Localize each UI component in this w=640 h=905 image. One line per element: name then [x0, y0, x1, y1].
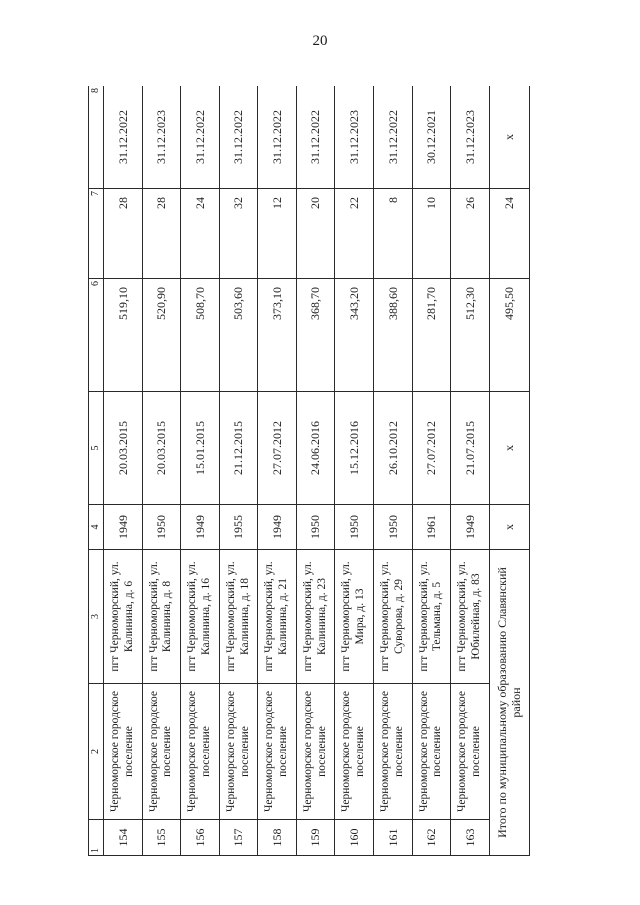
page-number: 20 [312, 33, 328, 49]
deadline-cell: 31.12.2022 [258, 86, 297, 189]
area-cell: 281,70 [412, 279, 451, 392]
address-cell: пгт Черноморский, ул. Калинина, д. 16 [181, 550, 220, 684]
column-number: 7 [89, 189, 104, 279]
row-number: 154 [104, 820, 143, 856]
total-deadline-cell: x [489, 86, 529, 189]
table-row [219, 86, 258, 856]
column-number: 1 [89, 820, 104, 856]
column-number: 8 [89, 86, 104, 189]
deadline-cell: 31.12.2023 [335, 86, 374, 189]
year-cell: 1949 [104, 505, 143, 550]
date-cell: 15.01.2015 [181, 392, 220, 505]
year-cell: 1950 [374, 505, 413, 550]
table-row [412, 86, 451, 856]
address-cell: пгт Черноморский, ул. Тельмана, д. 5 [412, 550, 451, 684]
count-cell: 22 [335, 189, 374, 279]
date-cell: 27.07.2012 [412, 392, 451, 505]
table-row [451, 86, 490, 856]
settlement-cell: Черноморское городское поселение [181, 684, 220, 820]
year-cell: 1949 [258, 505, 297, 550]
deadline-cell: 31.12.2023 [142, 86, 181, 189]
date-cell: 21.07.2015 [451, 392, 490, 505]
year-cell: 1949 [181, 505, 220, 550]
area-cell: 512,30 [451, 279, 490, 392]
deadline-cell: 31.12.2023 [451, 86, 490, 189]
count-cell: 28 [142, 189, 181, 279]
total-label: Итого по муниципальному образованию Славянский район [489, 550, 529, 856]
total-year-cell: x [489, 505, 529, 550]
row-number: 159 [296, 820, 335, 856]
row-number: 155 [142, 820, 181, 856]
address-cell: пгт Черноморский, ул. Калинина, д. 8 [142, 550, 181, 684]
count-cell: 24 [181, 189, 220, 279]
total-row [489, 86, 529, 856]
address-cell: пгт Черноморский, ул. Мира, д. 13 [335, 550, 374, 684]
address-cell: пгт Черноморский, ул. Калинина, д. 18 [219, 550, 258, 684]
total-count-cell: 24 [489, 189, 529, 279]
area-cell: 508,70 [181, 279, 220, 392]
row-number: 163 [451, 820, 490, 856]
table-row [374, 86, 413, 856]
column-number: 6 [89, 279, 104, 392]
year-cell: 1961 [412, 505, 451, 550]
count-cell: 12 [258, 189, 297, 279]
area-cell: 343,20 [335, 279, 374, 392]
year-cell: 1955 [219, 505, 258, 550]
deadline-cell: 31.12.2022 [104, 86, 143, 189]
address-cell: пгт Черноморский, ул. Калинина, д. 23 [296, 550, 335, 684]
area-cell: 368,70 [296, 279, 335, 392]
row-number: 157 [219, 820, 258, 856]
count-cell: 20 [296, 189, 335, 279]
housing-table [88, 86, 530, 856]
deadline-cell: 30.12.2021 [412, 86, 451, 189]
date-cell: 27.07.2012 [258, 392, 297, 505]
date-cell: 20.03.2015 [142, 392, 181, 505]
column-number: 5 [89, 392, 104, 505]
count-cell: 26 [451, 189, 490, 279]
row-number: 161 [374, 820, 413, 856]
date-cell: 21.12.2015 [219, 392, 258, 505]
year-cell: 1949 [451, 505, 490, 550]
deadline-cell: 31.12.2022 [181, 86, 220, 189]
table-row [181, 86, 220, 856]
column-number: 2 [89, 684, 104, 820]
row-number: 156 [181, 820, 220, 856]
table-row [258, 86, 297, 856]
year-cell: 1950 [296, 505, 335, 550]
deadline-cell: 31.12.2022 [219, 86, 258, 189]
row-number: 158 [258, 820, 297, 856]
year-cell: 1950 [335, 505, 374, 550]
address-cell: пгт Черноморский, ул. Юбилейная, д. 83 [451, 550, 490, 684]
table-row [296, 86, 335, 856]
settlement-cell: Черноморское городское поселение [142, 684, 181, 820]
rotated-table-frame [88, 86, 530, 856]
address-cell: пгт Черноморский, ул. Калинина, д. 6 [104, 550, 143, 684]
column-number: 4 [89, 505, 104, 550]
address-cell: пгт Черноморский, ул. Калинина, д. 21 [258, 550, 297, 684]
date-cell: 26.10.2012 [374, 392, 413, 505]
table-row [104, 86, 143, 856]
area-cell: 503,60 [219, 279, 258, 392]
column-number: 3 [89, 550, 104, 684]
deadline-cell: 31.12.2022 [296, 86, 335, 189]
settlement-cell: Черноморское городское поселение [258, 684, 297, 820]
area-cell: 520,90 [142, 279, 181, 392]
settlement-cell: Черноморское городское поселение [335, 684, 374, 820]
settlement-cell: Черноморское городское поселение [412, 684, 451, 820]
table-row [335, 86, 374, 856]
settlement-cell: Черноморское городское поселение [104, 684, 143, 820]
count-cell: 28 [104, 189, 143, 279]
count-cell: 10 [412, 189, 451, 279]
count-cell: 32 [219, 189, 258, 279]
date-cell: 24.06.2016 [296, 392, 335, 505]
year-cell: 1950 [142, 505, 181, 550]
settlement-cell: Черноморское городское поселение [219, 684, 258, 820]
settlement-cell: Черноморское городское поселение [374, 684, 413, 820]
area-cell: 388,60 [374, 279, 413, 392]
total-date-cell: x [489, 392, 529, 505]
date-cell: 15.12.2016 [335, 392, 374, 505]
table-row [142, 86, 181, 856]
count-cell: 8 [374, 189, 413, 279]
area-cell: 373,10 [258, 279, 297, 392]
deadline-cell: 31.12.2022 [374, 86, 413, 189]
address-cell: пгт Черноморский, ул. Суворова, д. 29 [374, 550, 413, 684]
row-number: 160 [335, 820, 374, 856]
settlement-cell: Черноморское городское поселение [296, 684, 335, 820]
area-cell: 519,10 [104, 279, 143, 392]
rotated-table-container [88, 86, 530, 856]
row-number: 162 [412, 820, 451, 856]
column-number-row [89, 86, 104, 856]
settlement-cell: Черноморское городское поселение [451, 684, 490, 820]
total-area-cell: 495,50 [489, 279, 529, 392]
date-cell: 20.03.2015 [104, 392, 143, 505]
